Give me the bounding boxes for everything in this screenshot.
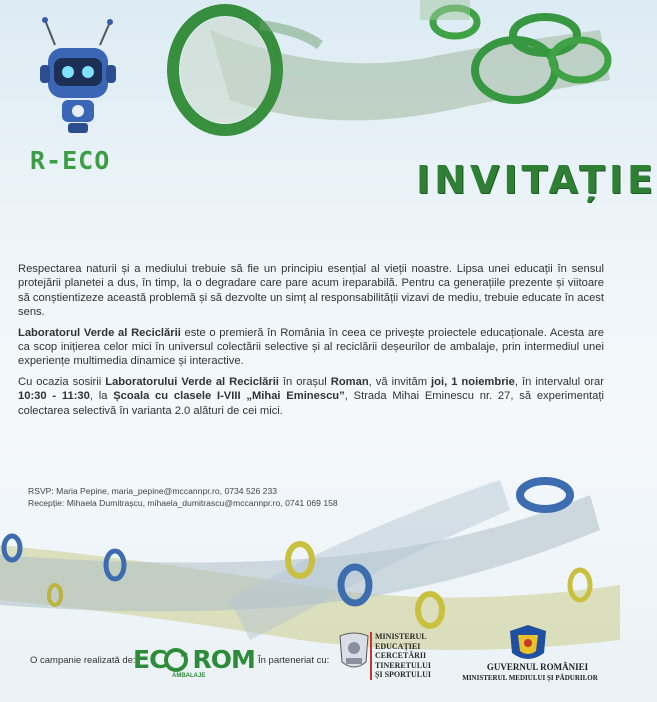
paragraph-intro: Respectarea naturii și a mediului trebuie să fie un principiu esențial al vieții noastre. Lipsa unei educații în sensul protejării planetei a dus, în timp, la o degradare care pare acum ireparabilă. Pentru ca generațiile prezente și viitoare să conștientizeze această problemă și să dezvolte un simț al responsabilității vizavi de mediu, trebuie educate în acest sens. (18, 263, 604, 319)
lab-name: Laboratorul Verde al Reciclării (18, 326, 181, 339)
ecorom-subtitle: AMBALAJE (172, 673, 206, 679)
ministry-crest-icon (340, 633, 368, 667)
ecorom-logo: EC ROM (133, 645, 255, 674)
r-eco-logo: R-ECO (30, 146, 111, 175)
ministry-divider (370, 632, 372, 680)
event-date: joi, 1 noiembrie (431, 375, 515, 388)
event-venue: Școala cu clasele I-VIII „Mihai Eminescu” (113, 390, 345, 403)
reception-line: Recepție: Mihaela Dumitrașcu, mihaela_dumitrascu@mccannpr.ro, 0741 069 158 (28, 498, 338, 508)
ministry-name: MINISTERUL EDUCAȚIEI CERCETĂRII TINERETULUI ȘI SPORTULUI (375, 632, 432, 680)
government-coat-of-arms-icon (510, 625, 546, 659)
paragraph-lab: Laboratorul Verde al Reciclării este o premieră în România în ceea ce privește proiectele educaționale. Acesta are ca scop inițierea celor mici în universul colectării selective și al reciclării deșeurilor de ambalaje, prin intermediul unei experiențe multimedia dinamice și interactive. (18, 326, 604, 368)
rsvp-line: RSVP: Maria Pepine, maria_pepine@mccannpr.ro, 0734 526 233 (28, 486, 278, 496)
paragraph-event: Cu ocazia sosirii Laboratorului Verde al Reciclării în orașul Roman, vă invităm joi, 1 noiembrie, în intervalul orar 10:30 - 11:30, la Școala cu clasele I-VIII „Mihai Eminescu”, Strada Mihai Eminescu nr. 27, să experimentați colectarea selectivă în varianta 2.0 alături de cei mici. (18, 375, 605, 417)
rsvp-contacts (28, 485, 338, 509)
robot-mascot-icon (40, 17, 116, 133)
government-title: GUVERNUL ROMÂNIEI (486, 662, 589, 672)
partner-label: În parteneriat cu: (258, 655, 330, 666)
page-title: INVITAȚIE (416, 158, 657, 202)
top-green-tubes (173, 0, 610, 130)
event-city: Roman (330, 375, 369, 388)
event-time: 10:30 - 11:30 (18, 390, 90, 403)
invitation-body (18, 262, 604, 424)
campaign-label: O campanie realizată de: (30, 655, 136, 666)
government-subtitle: MINISTERUL MEDIULUI ȘI PĂDURILOR (462, 674, 598, 682)
